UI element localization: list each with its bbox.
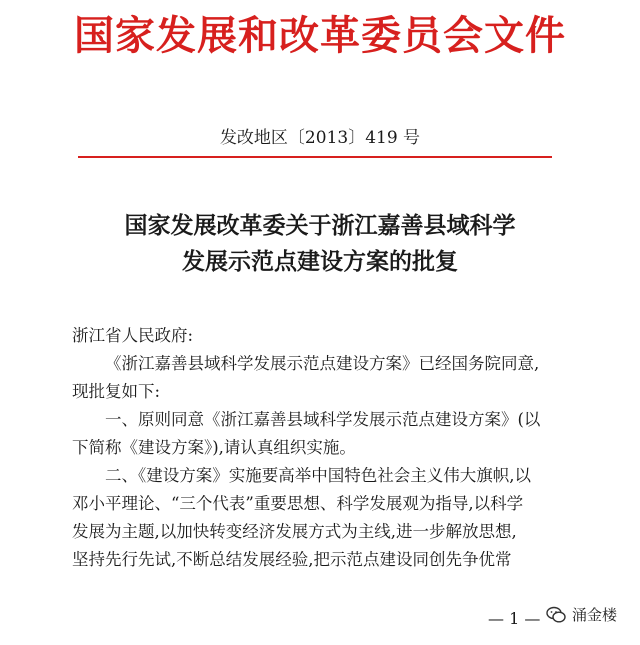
addressee: 浙江省人民政府:: [72, 326, 194, 345]
wechat-icon: [546, 606, 566, 624]
paragraph-2-line-1: 一、原则同意《浙江嘉善县域科学发展示范点建设方案》(以: [105, 410, 541, 429]
paragraph-3-line-1: 二、《建设方案》实施要高举中国特色社会主义伟大旗帜,以: [105, 466, 531, 485]
document-title-line-2: 发展示范点建设方案的批复: [182, 248, 458, 275]
paragraph-3-line-2: 邓小平理论、“三个代表”重要思想、科学发展观为指导,以科学: [72, 494, 524, 513]
paragraph-1-line-2: 现批复如下:: [72, 382, 161, 401]
paragraph-2-line-2: 下简称《建设方案》),请认真组织实施。: [72, 438, 356, 457]
watermark-text: 涌金楼: [572, 606, 618, 624]
document-title-line-1: 国家发展改革委关于浙江嘉善县域科学: [124, 212, 516, 239]
paragraph-3-line-4: 坚持先行先试,不断总结发展经验,把示范点建设同创先争优常: [72, 550, 512, 569]
document-title: [0, 208, 640, 280]
paragraph-1-line-1: 《浙江嘉善县域科学发展示范点建设方案》已经国务院同意,: [105, 354, 540, 373]
document-number: 发改地区〔2013〕419 号: [219, 128, 421, 148]
watermark: [546, 604, 617, 625]
document-body: [72, 322, 572, 574]
red-divider: [78, 156, 552, 158]
paragraph-3-line-3: 发展为主题,以加快转变经济发展方式为主线,进一步解放思想,: [72, 522, 517, 541]
document-header-title: 国家发展和改革委员会文件: [74, 12, 566, 59]
page-number: — 1 —: [488, 609, 541, 628]
